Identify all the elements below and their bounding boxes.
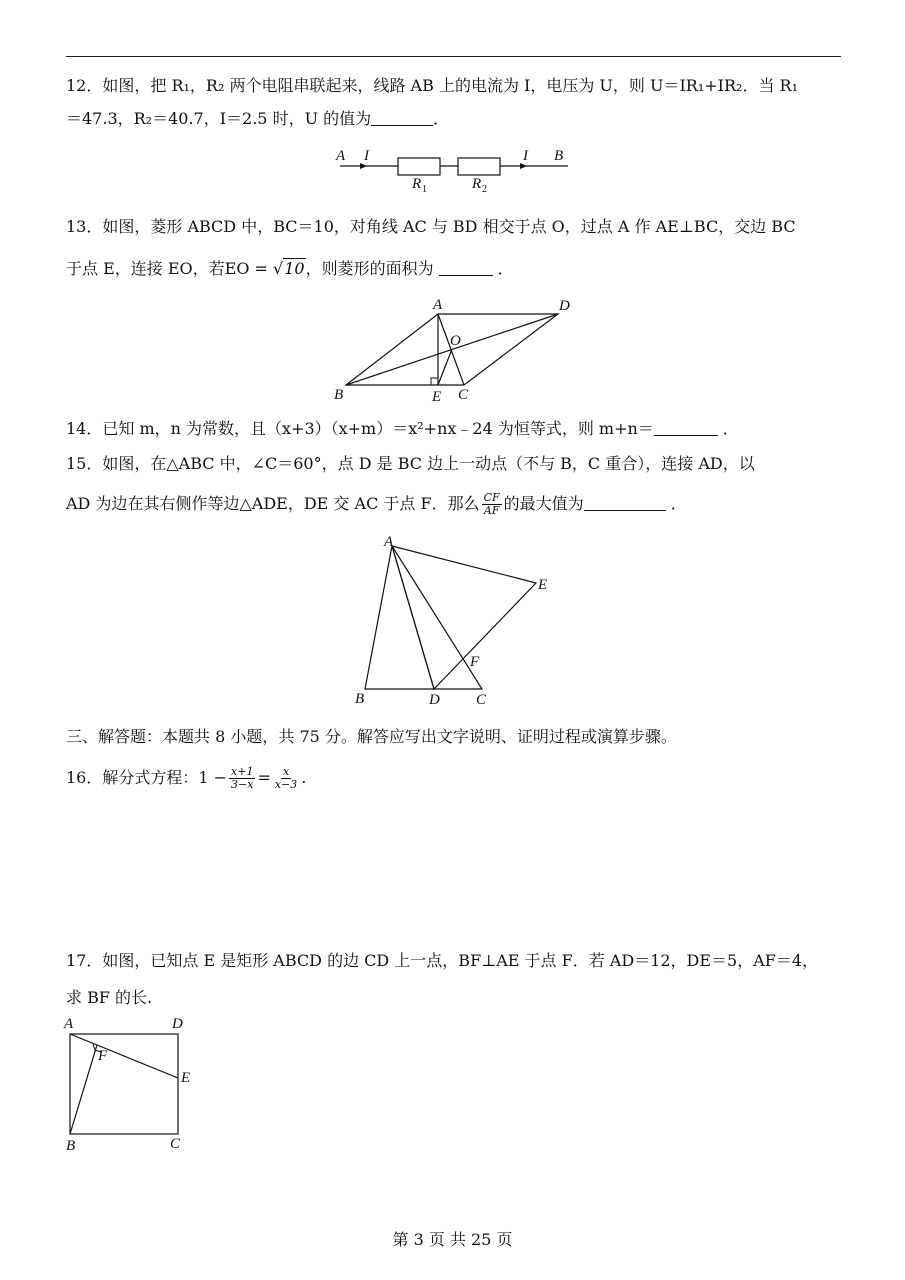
q17-label-D: D (172, 1016, 183, 1032)
q12-label-R1-sub: 1 (422, 184, 427, 195)
q17-rectangle-diagram (60, 1012, 210, 1157)
q13-label-C: C (458, 387, 469, 403)
q16-fraction-2 (273, 766, 299, 791)
q12-label-R2: R (472, 176, 482, 192)
q15-line1: 15．如图，在△ABC 中，∠C＝60°，点 D 是 BC 边上一动点（不与 B，C 重合），连接 AD，以 (66, 454, 755, 473)
q17-label-E: E (181, 1070, 191, 1086)
q16-frac1-num: x+1 (231, 765, 254, 778)
q14-end: ． (722, 419, 739, 438)
q13-line2-mid: ，则菱形的面积为 (305, 259, 434, 278)
q15-fraction (482, 492, 502, 517)
q13-label-O: O (450, 333, 461, 349)
q14-line (66, 418, 739, 440)
q13-rhombus-diagram (330, 295, 580, 407)
q15-frac-num: CF (483, 491, 500, 504)
q12-label-I-right: I (523, 148, 528, 164)
q16-equals: = (257, 768, 271, 787)
q15-line2 (66, 492, 687, 517)
q13-label-A: A (433, 297, 443, 313)
q12-label-A: A (336, 148, 346, 164)
q12-line1: 12．如图，把 R₁，R₂ 两个电阻串联起来，线路 AB 上的电流为 I，电压为 U，则 U＝IR₁+IR₂．当 R₁ (66, 76, 799, 95)
q15-line2-mid: 的最大值为 (503, 494, 584, 513)
header-rule (66, 56, 841, 57)
q16-frac2-num: x (282, 765, 290, 778)
q12-line2-end: ． (433, 109, 450, 128)
q15-line2-end: ． (670, 494, 687, 513)
q14-answer-blank (654, 421, 718, 436)
q15-label-F: F (470, 654, 480, 670)
section-heading: 三、解答题：本题共 8 小题，共 75 分。解答应写出文字说明、证明过程或演算步骤。 (66, 727, 677, 746)
q16-text: 16．解分式方程：1 − (66, 768, 228, 787)
q16-fraction-1 (229, 766, 255, 791)
q15-answer-blank (584, 496, 666, 511)
q14-text: 14．已知 m，n 为常数，且（x+3）（x+m）＝x²+nx﹣24 为恒等式，则 m+n＝ (66, 419, 654, 438)
q13-label-B: B (334, 387, 344, 403)
q13-sqrt-arg: 10 (284, 259, 305, 278)
q15-label-E: E (538, 577, 548, 593)
q17-label-A: A (64, 1016, 74, 1032)
q13-label-D: D (559, 298, 570, 314)
q12-label-B: B (554, 148, 564, 164)
q17-line2: 求 BF 的长. (66, 988, 153, 1007)
q12-label-I-left: I (364, 148, 369, 164)
q16-line (66, 766, 306, 791)
q15-triangle-diagram (350, 532, 560, 712)
q17-label-C: C (170, 1136, 181, 1152)
page-footer: 第 3 页 共 25 页 (392, 1230, 513, 1249)
q15-label-D: D (429, 692, 440, 708)
q12-label-R1: R (412, 176, 422, 192)
q16-end: . (301, 768, 307, 787)
q13-line2-text: 于点 E，连接 EO，若EO = (66, 259, 274, 278)
q17-label-B: B (66, 1138, 76, 1154)
q13-line2-end: ． (497, 259, 514, 278)
q17-label-F: F (98, 1048, 108, 1064)
q15-label-A: A (384, 534, 394, 550)
q17-line1: 17．如图，已知点 E 是矩形 ABCD 的边 CD 上一点，BF⊥AE 于点 F．若 AD＝12，DE＝5，AF＝4， (66, 951, 819, 970)
q12-label-R2-sub: 2 (482, 184, 487, 195)
q16-frac2-den: x−3 (274, 778, 298, 791)
q13-label-E: E (432, 389, 442, 405)
q12-answer-blank (371, 111, 433, 126)
q15-label-C: C (476, 692, 487, 708)
q12-line2-text: ＝47.3，R₂＝40.7，I＝2.5 时，U 的值为 (66, 109, 372, 128)
q13-answer-blank (439, 261, 493, 276)
q13-line2: 于点 E，连接 EO，若EO = √10，则菱形的面积为 ． (66, 259, 514, 278)
q15-line2-text: AD 为边在其右侧作等边△ADE，DE 交 AC 于点 F．那么 (66, 494, 480, 513)
q16-frac1-den: 3−x (231, 778, 254, 791)
q15-label-B: B (355, 691, 365, 707)
q12-circuit-diagram (330, 142, 580, 198)
q13-line1: 13．如图，菱形 ABCD 中，BC＝10，对角线 AC 与 BD 相交于点 O，过点 A 作 AE⊥BC，交边 BC (66, 217, 796, 236)
q12-line2 (66, 108, 449, 130)
q15-frac-den: AF (483, 504, 500, 517)
